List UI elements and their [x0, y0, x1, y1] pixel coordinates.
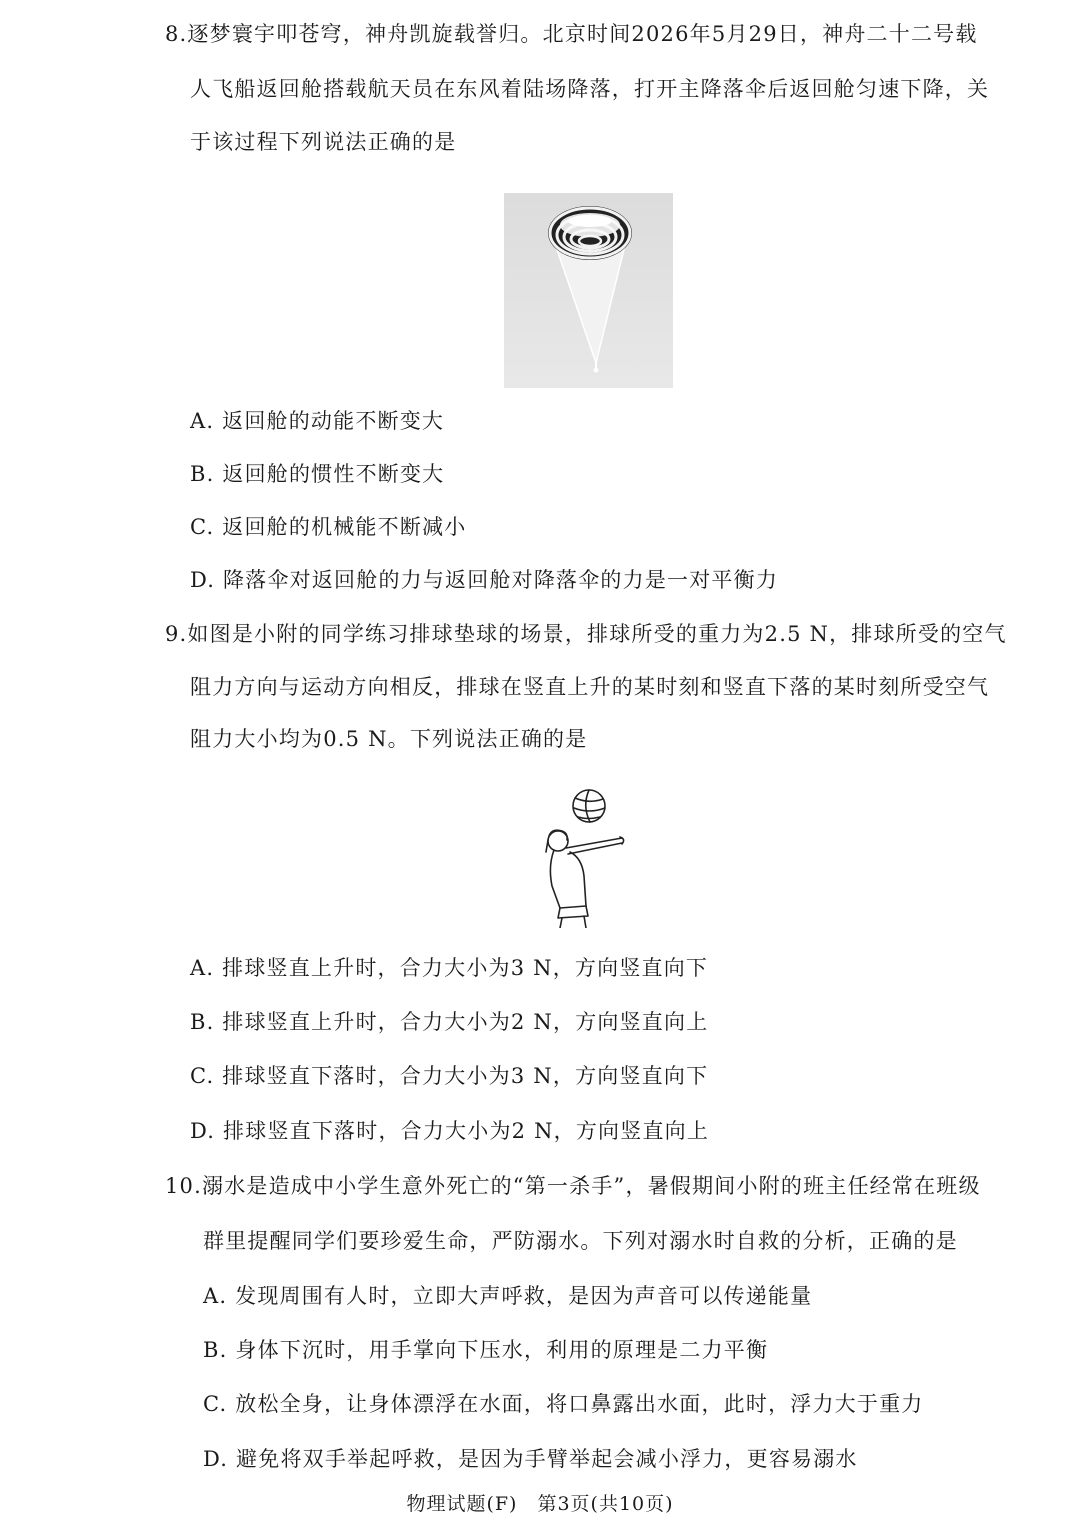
q10-option-b: B. 身体下沉时，用手掌向下压水，利用的原理是二力平衡	[203, 1338, 769, 1362]
q10-option-a: A. 发现周围有人时，立即大声呼救，是因为声音可以传递能量	[203, 1284, 813, 1308]
q8-stem-line-1: 8.逐梦寰宇叩苍穹，神舟凯旋载誉归。北京时间2026年5月29日，神舟二十二号载	[165, 22, 978, 46]
q10-stem-line-2: 群里提醒同学们要珍爱生命，严防溺水。下列对溺水时自救的分析，正确的是	[203, 1229, 958, 1253]
q9-stem-line-2: 阻力方向与运动方向相反，排球在竖直上升的某时刻和竖直下落的某时刻所受空气	[190, 675, 990, 699]
q9-option-b: B. 排球竖直上升时，合力大小为2 N，方向竖直向上	[190, 1010, 709, 1034]
q8-option-a: A. 返回舱的动能不断变大	[190, 409, 445, 433]
q10-stem-line-1: 10.溺水是造成中小学生意外死亡的“第一杀手”，暑假期间小附的班主任经常在班级	[165, 1174, 981, 1198]
parachute-figure	[504, 193, 673, 388]
parachute-illustration	[504, 193, 673, 388]
q8-option-b: B. 返回舱的惯性不断变大	[190, 462, 445, 486]
q9-stem-line-3: 阻力大小均为0.5 N。下列说法正确的是	[190, 727, 588, 751]
volleyball-player-illustration	[530, 786, 650, 928]
q9-option-d: D. 排球竖直下落时，合力大小为2 N，方向竖直向上	[190, 1119, 710, 1143]
page-footer: 物理试题(F) 第3页(共10页)	[406, 1493, 674, 1515]
q8-stem-line-3: 于该过程下列说法正确的是	[190, 130, 457, 154]
q8-stem-line-2: 人飞船返回舱搭载航天员在东风着陆场降落，打开主降落伞后返回舱匀速下降，关	[190, 77, 990, 101]
q8-option-d: D. 降落伞对返回舱的力与返回舱对降落伞的力是一对平衡力	[190, 568, 779, 592]
q9-option-a: A. 排球竖直上升时，合力大小为3 N，方向竖直向下	[190, 956, 709, 980]
q10-option-d: D. 避免将双手举起呼救，是因为手臂举起会减小浮力，更容易溺水	[203, 1447, 858, 1471]
q8-option-c: C. 返回舱的机械能不断减小	[190, 515, 467, 539]
q10-option-c: C. 放松全身，让身体漂浮在水面，将口鼻露出水面，此时，浮力大于重力	[203, 1392, 924, 1416]
q9-option-c: C. 排球竖直下落时，合力大小为3 N，方向竖直向下	[190, 1064, 709, 1088]
volleyball-figure	[530, 786, 650, 928]
q9-stem-line-1: 9.如图是小附的同学练习排球垫球的场景，排球所受的重力为2.5 N，排球所受的空气	[165, 622, 1007, 646]
